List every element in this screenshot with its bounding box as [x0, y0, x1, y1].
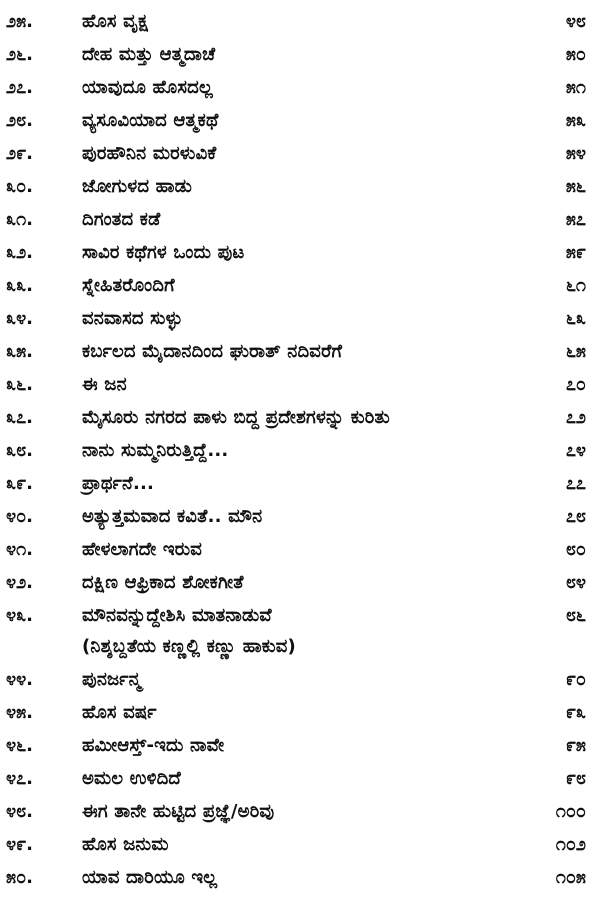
chapter-number: ೪೬.	[6, 735, 33, 756]
toc-row	[0, 863, 600, 893]
chapter-title: ಪ್ರಾರ್ಥನೆ...	[82, 473, 155, 494]
page-number: ೬೩	[565, 308, 586, 329]
chapter-title: ಹೊಸ ವರ್ಷ	[82, 702, 157, 723]
chapter-title: ವನವಾಸದ ಸುಳ್ಳು	[82, 308, 183, 329]
page-number: ೫೯	[565, 242, 586, 263]
page-number: ೮೬	[565, 605, 586, 626]
chapter-title: ಮೌನವನ್ನುದ್ದೇಶಿಸಿ ಮಾತನಾಡುವೆ	[82, 605, 272, 626]
page-number: ೯೮	[565, 768, 586, 789]
toc-row	[0, 370, 600, 400]
chapter-number: ೪೭.	[6, 768, 33, 789]
chapter-title: ವ್ಯಸೂವಿಯಾದ ಆತ್ಮಕಥೆ	[82, 110, 219, 131]
page-number: ೫೦	[565, 44, 586, 65]
chapter-number: ೫೦.	[6, 867, 33, 888]
chapter-number: ೩೫.	[6, 341, 33, 362]
chapter-number: ೨೯.	[6, 143, 33, 164]
chapter-title: ಪುನರ್ಜನ್ಮ	[82, 669, 142, 690]
chapter-number: ೩೨.	[6, 242, 33, 263]
chapter-title: ಸಾವಿರ ಕಥೆಗಳ ಒಂದು ಪುಟ	[82, 242, 245, 263]
chapter-title: ದಕ್ಷಿಣ ಆಫ್ರಿಕಾದ ಶೋಕಗೀತೆ	[82, 572, 244, 593]
page-number: ೭೭	[565, 473, 586, 494]
toc-row	[0, 469, 600, 499]
chapter-title: ಹೊಸ ವೃಕ್ಷ	[82, 11, 149, 32]
chapter-number: ೪೧.	[6, 539, 33, 560]
chapter-title: ಅಮಲ ಉಳಿದಿದೆ	[82, 768, 181, 789]
page-number: ೬೫	[565, 341, 586, 362]
chapter-number: ೩೬.	[6, 374, 33, 395]
page-number: ೮೦	[565, 539, 586, 560]
toc-row	[0, 436, 600, 466]
page-number: ೧೦೦	[555, 801, 586, 822]
chapter-title: ಸ್ನೇಹಿತರೊಂದಿಗೆ	[82, 275, 175, 296]
page-number: ೪೮	[565, 11, 586, 32]
chapter-number: ೩೭.	[6, 407, 33, 428]
toc-row	[0, 535, 600, 565]
toc-row	[0, 568, 600, 598]
toc-row	[0, 403, 600, 433]
chapter-title: ಯಾವ ದಾರಿಯೂ ಇಲ್ಲ	[82, 867, 218, 888]
chapter-number: ೪೫.	[6, 702, 33, 723]
page-number: ೫೧	[565, 77, 586, 98]
chapter-number: ೪೩.	[6, 605, 33, 626]
page-number: ೯೫	[565, 735, 586, 756]
chapter-title: ಪುರಹೌನಿನ ಮರಳುವಿಕೆ	[82, 143, 217, 164]
chapter-number: ೨೬.	[6, 44, 33, 65]
chapter-title: ಜೋಗುಳದ ಹಾಡು	[82, 176, 193, 197]
toc-row	[0, 830, 600, 860]
page-number: ೫೪	[565, 143, 586, 164]
chapter-title: ಹೊಸ ಜನುಮ	[82, 834, 169, 855]
page-number: ೯೦	[565, 669, 586, 690]
page-number: ೭೮	[565, 506, 586, 527]
page-number: ೭೨	[565, 407, 586, 428]
page-number: ೬೧	[565, 275, 586, 296]
chapter-title: ಹೇಳಲಾಗದೇ ಇರುವ	[82, 539, 203, 560]
chapter-number: ೨೫.	[6, 11, 33, 32]
toc-row	[0, 7, 600, 37]
chapter-title: ಮೈಸೂರು ನಗರದ ಪಾಳು ಬಿದ್ದ ಪ್ರದೇಶಗಳನ್ನು ಕುರಿತು	[82, 407, 390, 428]
chapter-number: ೪೨.	[6, 572, 33, 593]
toc-row	[0, 106, 600, 136]
page-number: ೧೦೨	[555, 834, 586, 855]
chapter-title: ಕರ್ಬಲದ ಮೈದಾನದಿಂದ ಘುರಾತ್ ನದಿವರೆಗೆ	[82, 341, 343, 362]
chapter-number: ೪೮.	[6, 801, 33, 822]
chapter-title: ನಾನು ಸುಮ್ಮನಿರುತ್ತಿದ್ದೆ...	[82, 440, 229, 461]
chapter-number: ೩೯.	[6, 473, 33, 494]
chapter-number: ೨೮.	[6, 110, 33, 131]
chapter-title: ದೇಹ ಮತ್ತು ಆತ್ಮದಾಚೆ	[82, 44, 216, 65]
toc-row	[0, 205, 600, 235]
toc-row	[0, 665, 600, 695]
toc-row	[0, 797, 600, 827]
toc-row	[0, 601, 600, 631]
chapter-title: ಈ ಜನ	[82, 374, 127, 395]
page-number: ೫೭	[565, 209, 586, 230]
page-number: ೭೦	[565, 374, 586, 395]
page-number: ೭೪	[565, 440, 586, 461]
page-number: ೮೪	[565, 572, 586, 593]
toc-row	[0, 337, 600, 367]
page-number: ೯೩	[565, 702, 586, 723]
toc-row	[0, 172, 600, 202]
toc-row	[0, 731, 600, 761]
toc-row	[0, 139, 600, 169]
chapter-number: ೨೭.	[6, 77, 33, 98]
toc-row	[0, 764, 600, 794]
page-number: ೧೦೫	[555, 867, 586, 888]
chapter-number: ೩೩.	[6, 275, 33, 296]
chapter-number: ೪೦.	[6, 506, 33, 527]
toc-row	[0, 40, 600, 70]
chapter-title: ಈಗ ತಾನೇ ಹುಟ್ಟಿದ ಪ್ರಜ್ಞೆ/ಅರಿವು	[82, 801, 275, 822]
toc-row	[0, 502, 600, 532]
chapter-title: ಯಾವುದೂ ಹೊಸದಲ್ಲ	[82, 77, 213, 98]
chapter-number: ೩೮.	[6, 440, 33, 461]
page-number: ೫೩	[565, 110, 586, 131]
page-number: ೫೬	[565, 176, 586, 197]
toc-row	[0, 73, 600, 103]
toc-row	[0, 304, 600, 334]
chapter-number: ೪೯.	[6, 834, 33, 855]
toc-row	[0, 271, 600, 301]
chapter-subtitle: (ನಿಶ್ಶಬ್ದತೆಯ ಕಣ್ಣಲ್ಲಿ ಕಣ್ಣು ಹಾಕುವ)	[82, 636, 296, 657]
chapter-title: ಅತ್ಯುತ್ತಮವಾದ ಕವಿತೆ.. ಮೌನ	[82, 506, 263, 527]
chapter-number: ೩೦.	[6, 176, 33, 197]
chapter-title: ದಿಗಂತದ ಕಡೆ	[82, 209, 161, 230]
toc-row-continuation	[0, 632, 600, 662]
chapter-number: ೪೪.	[6, 669, 33, 690]
chapter-title: ಹಮೀಆಸ್ತ್-ಇದು ನಾವೇ	[82, 735, 225, 756]
toc-row	[0, 698, 600, 728]
chapter-number: ೩೧.	[6, 209, 33, 230]
toc-row	[0, 238, 600, 268]
chapter-number: ೩೪.	[6, 308, 33, 329]
